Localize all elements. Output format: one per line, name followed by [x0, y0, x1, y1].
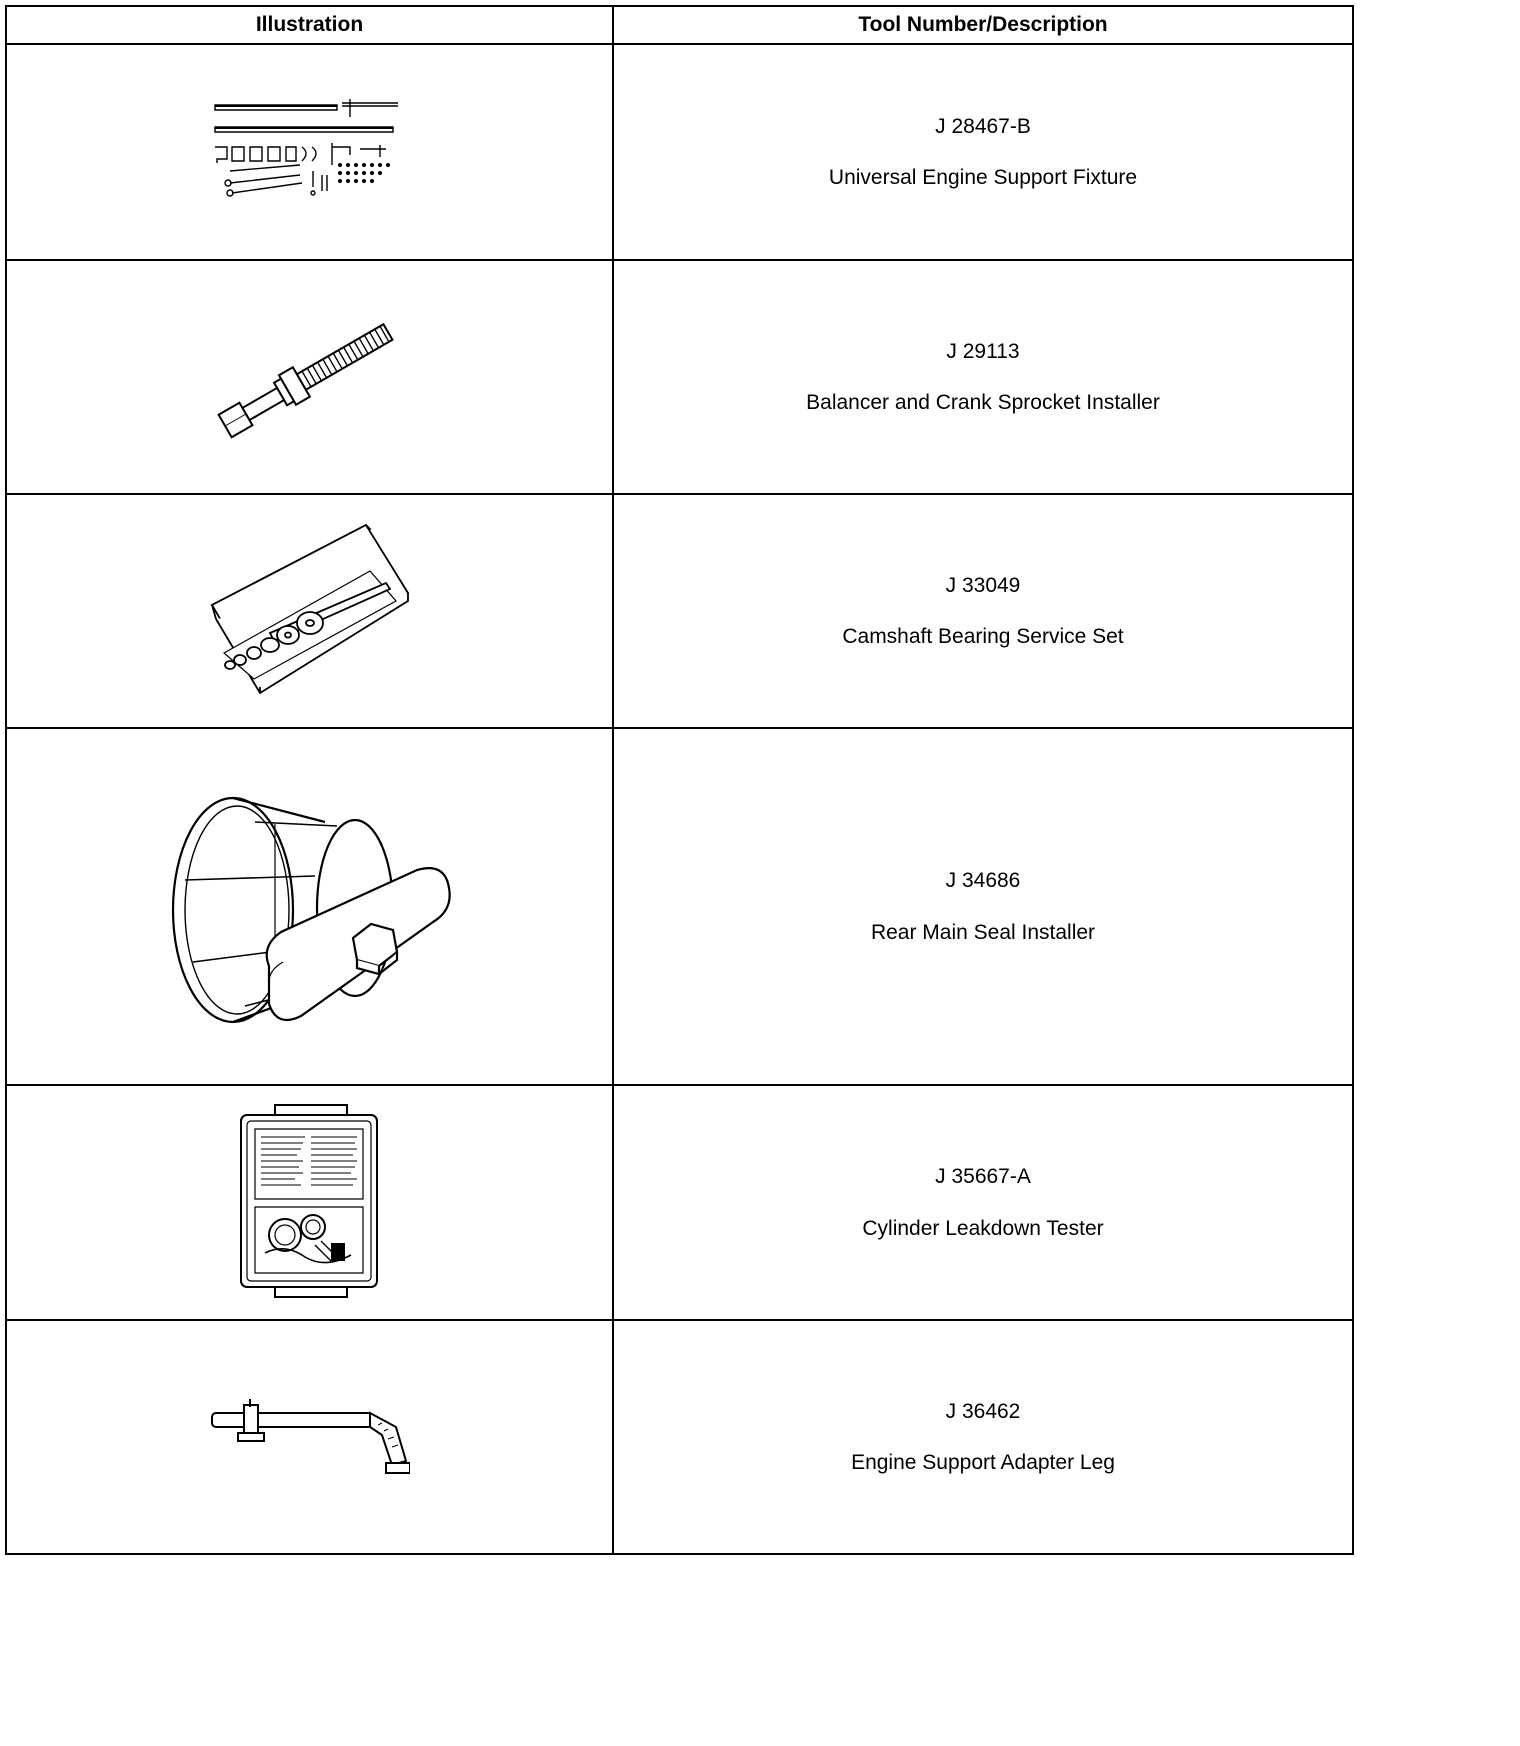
tool-name: Camshaft Bearing Service Set: [842, 625, 1124, 648]
engine-support-fixture-kit-icon: [210, 97, 410, 207]
tool-number: J 29113: [946, 339, 1020, 363]
leakdown-tester-case-icon: [235, 1103, 385, 1303]
tool-number: J 28467-B: [935, 114, 1031, 138]
special-tools-table: [5, 5, 1354, 1555]
description-cell: [613, 1320, 1353, 1554]
illustration-cell: [6, 44, 613, 260]
illustration-cell: [6, 494, 613, 728]
adapter-leg-icon: [210, 1397, 410, 1477]
illustration-cell: [6, 728, 613, 1085]
tool-name: Universal Engine Support Fixture: [828, 166, 1138, 189]
table-row: [6, 260, 1353, 494]
table-row: [6, 1085, 1353, 1320]
table-row: [6, 1320, 1353, 1554]
illustration-cell: [6, 1320, 613, 1554]
description-cell: [613, 44, 1353, 260]
table-row: [6, 728, 1353, 1085]
tool-name: Cylinder Leakdown Tester: [862, 1216, 1104, 1240]
tool-number: J 35667-A: [935, 1165, 1031, 1189]
description-cell: [613, 260, 1353, 494]
tool-name: Balancer and Crank Sprocket Installer: [806, 391, 1160, 414]
tool-number: J 36462: [945, 1399, 1021, 1423]
description-column-header: Tool Number/Description: [613, 6, 1353, 44]
illustration-cell: [6, 1085, 613, 1320]
illustration-cell: [6, 260, 613, 494]
description-cell: [613, 1085, 1353, 1320]
tool-name: Rear Main Seal Installer: [870, 920, 1096, 944]
description-cell: [613, 728, 1353, 1085]
tool-number: J 34686: [945, 869, 1021, 893]
seal-installer-icon: [165, 782, 455, 1032]
description-cell: [613, 494, 1353, 728]
table-row: [6, 494, 1353, 728]
tool-number: J 33049: [945, 573, 1021, 597]
threaded-bolt-installer-icon: [210, 312, 410, 442]
header-row: [6, 6, 1353, 44]
tool-name: Engine Support Adapter Leg: [851, 1451, 1115, 1474]
illustration-column-header: Illustration: [6, 6, 613, 44]
bearing-service-case-icon: [210, 523, 410, 699]
table-row: [6, 44, 1353, 260]
